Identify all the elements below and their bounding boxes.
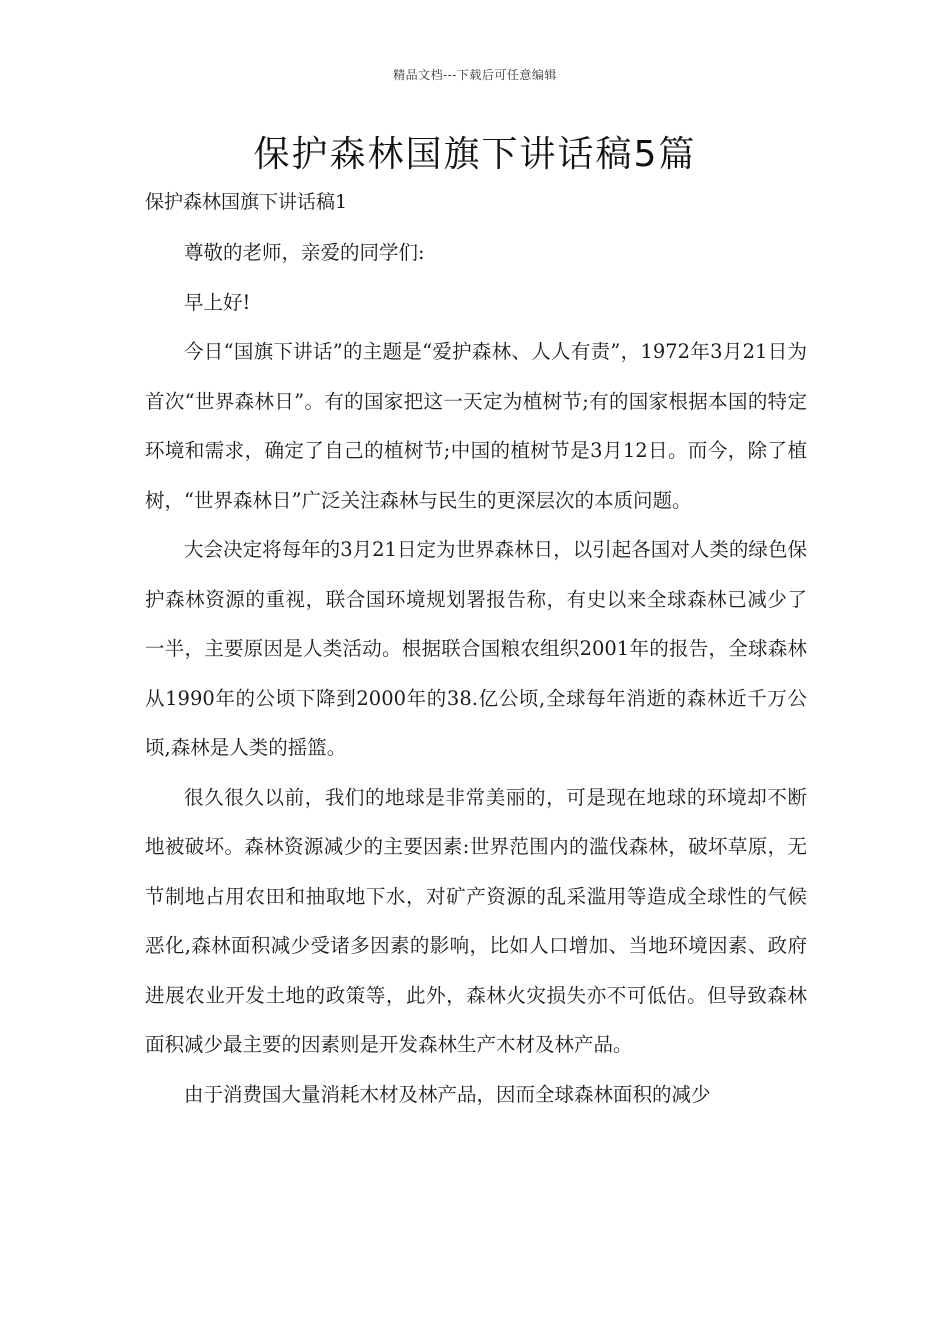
paragraph: 由于消费国大量消耗木材及林产品，因而全球森林面积的减少 xyxy=(184,1082,711,1106)
paragraph: 今日“国旗下讲话”的主题是“爱护森林、人人有责”，1972年3月21日为首次“世界森林日”。有的国家把这一天定为植树节;有的国家根据本国的特定环境和需求，确定了自己的植树节;中国的植树节是3月12日。而今，除了植树，“世界森林日”广泛关注森林与民生的更深层次的本质问题。 xyxy=(145,340,807,512)
paragraph-greeting: 尊敬的老师，亲爱的同学们: xyxy=(184,241,425,264)
document-body xyxy=(145,228,807,1119)
paragraph: 很久很久以前，我们的地球是非常美丽的，可是现在地球的环境却不断地被破坏。森林资源减少的主要因素:世界范围内的滥伐森林，破坏草原，无节制地占用农田和抽取地下水，对矿产资源的乱采滥用等造成全球性的气候恶化,森林面积减少受诸多因素的影响，比如人口增加、当地环境因素、政府进展农业开发土地的政策等，此外，森林火灾损失亦不可低估。但导致森林面积减少最主要的因素则是开发森林生产木材及林产品。 xyxy=(145,785,807,1056)
header-note: 精品文档---下载后可任意编辑 xyxy=(393,68,557,82)
document-title: 保护森林国旗下讲话稿5篇 xyxy=(253,134,697,175)
section-heading: 保护森林国旗下讲话稿1 xyxy=(145,191,348,213)
paragraph: 大会决定将每年的3月21日定为世界森林日，以引起各国对人类的绿色保护森林资源的重视，联合国环境规划署报告称，有史以来全球森林已减少了一半，主要原因是人类活动。根据联合国粮农组织2001年的报告，全球森林从1990年的公顷下降到2000年的38.亿公顷,全球每年消逝的森林近千万公顷,森林是人类的摇篮。 xyxy=(145,538,807,759)
paragraph-good-morning: 早上好! xyxy=(184,290,251,314)
